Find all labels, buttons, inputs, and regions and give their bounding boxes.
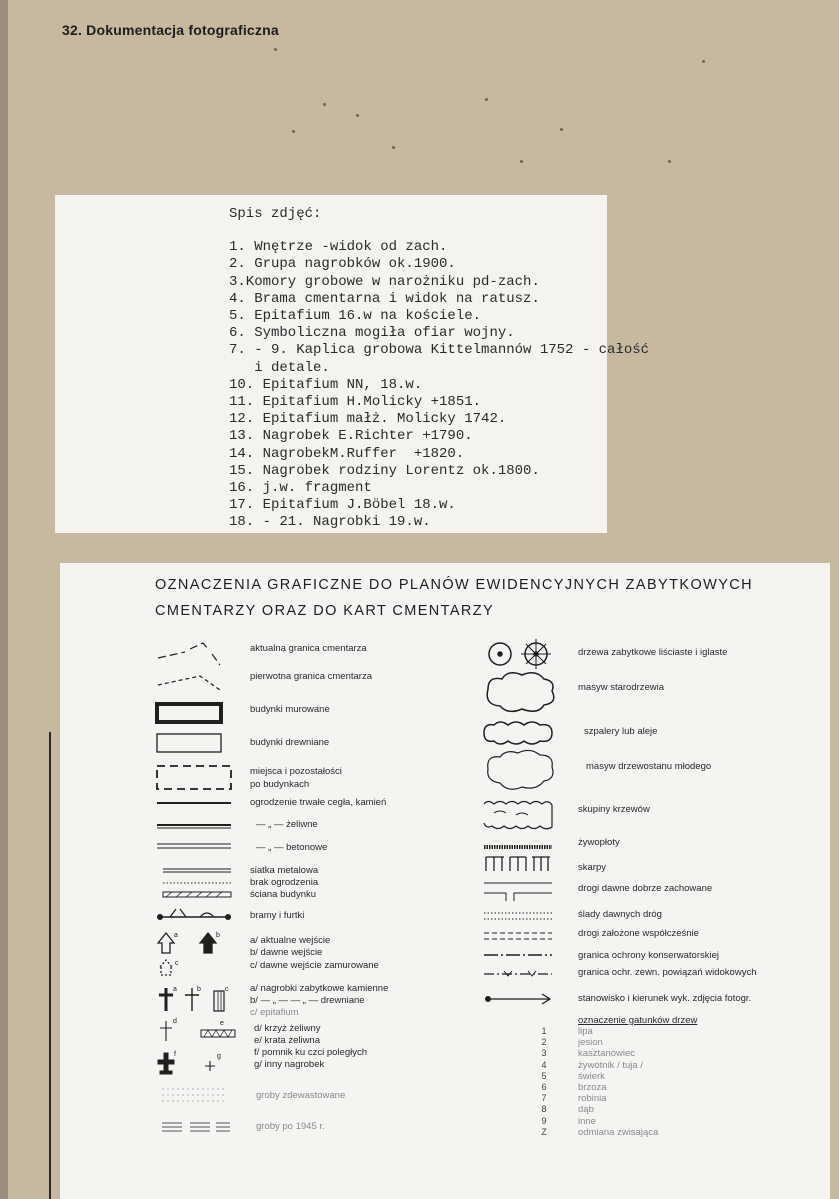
legend-title-line2: CMENTARZY ORAZ DO KART CMENTARZY <box>155 603 495 619</box>
species-number: 4 <box>541 1059 547 1070</box>
svg-text:c: c <box>225 986 229 993</box>
species-name: lipa <box>578 1026 593 1037</box>
label-drzewa: drzewa zabytkowe liściaste i iglaste <box>578 647 728 658</box>
label-wejscie-c: c/ dawne wejście zamurowane <box>250 960 379 971</box>
svg-text:a: a <box>174 932 178 939</box>
label-granica-ochrony: granica ochrony konserwatorskiej <box>578 950 719 961</box>
label-zywoploty: żywopłoty <box>578 837 620 848</box>
species-number: 5 <box>541 1070 547 1081</box>
species-number: 6 <box>541 1082 547 1092</box>
svg-text:b: b <box>197 986 201 993</box>
species-name: odmiana zwisająca <box>578 1126 659 1138</box>
label-miejsca-1: miejsca i pozostałości <box>250 766 342 777</box>
svg-text:c: c <box>175 960 179 967</box>
svg-text:e: e <box>220 1020 224 1027</box>
photo-list-title: Spis zdjęć: <box>229 206 322 222</box>
photo-list-item: 5. Epitafium 16.w na kościele. <box>229 308 482 325</box>
photo-list-item: 17. Epitafium J.Böbel 18.w. <box>229 497 456 514</box>
photo-list-item: 15. Nagrobek rodziny Lorentz ok.1800. <box>229 462 540 479</box>
label-nagrobki-e: e/ krata żeliwna <box>254 1035 321 1046</box>
label-sciana-budynku: ściana budynku <box>250 889 317 900</box>
label-masyw-starodrzewia: masyw starodrzewia <box>578 682 665 693</box>
label-groby-po-1945: groby po 1945 r. <box>256 1121 325 1132</box>
photo-list-item: 18. - 21. Nagrobki 19.w. <box>229 514 431 531</box>
svg-text:g: g <box>217 1053 221 1060</box>
photo-list-item: 2. Grupa nagrobków ok.1900. <box>229 256 456 273</box>
svg-text:d: d <box>173 1018 177 1025</box>
label-granica-powiazan: granica ochr. zewn. powiązań widokowych <box>578 967 757 978</box>
label-stanowisko: stanowisko i kierunek wyk. zdjęcia fotogr. <box>578 993 752 1004</box>
label-wejscie-a: a/ aktualne wejście <box>250 935 331 946</box>
label-gatunki-header: oznaczenie gatunków drzew <box>578 1015 698 1026</box>
species-name: żywotnik / tuja / <box>578 1059 643 1071</box>
photo-list-item: 16. j.w. fragment <box>229 480 372 497</box>
label-nagrobki-b: b/ — „ — — „ — drewniane <box>250 995 365 1006</box>
label-budynki-drewniane: budynki drewniane <box>250 737 330 748</box>
legend-card <box>60 563 830 1199</box>
label-aktualna-granica: aktualna granica cmentarza <box>250 643 367 654</box>
species-name: inne <box>578 1115 596 1127</box>
label-siatka: siatka metalowa <box>250 865 319 876</box>
label-nagrobki-c: c/ epitafium <box>250 1007 299 1018</box>
label-brak-ogrodzenia: brak ogrodzenia <box>250 877 319 888</box>
species-name: brzoza <box>578 1082 607 1093</box>
photo-list <box>229 206 649 532</box>
photo-list-item: 10. Epitafium NN, 18.w. <box>229 376 423 393</box>
photo-list-lines <box>229 239 649 531</box>
species-number: 9 <box>541 1115 547 1126</box>
margin-rule <box>49 732 51 1199</box>
photo-list-item: i detale. <box>229 359 330 376</box>
legend-title-line1: OZNACZENIA GRAFICZNE DO PLANÓW EWIDENCYJNYCH ZABYTKOWYCH <box>155 577 754 593</box>
photo-list-item: 13. Nagrobek E.Richter +1790. <box>229 428 473 445</box>
photo-list-item: 7. - 9. Kaplica grobowa Kittelmannów 1752 - całość <box>229 342 650 359</box>
label-bramy: bramy i furtki <box>250 910 305 921</box>
photo-list-item: 1. Wnętrze -widok od zach. <box>229 239 448 256</box>
species-name: kasztanowiec <box>578 1048 636 1060</box>
label-ogrodzenie-betonowe: — „ — betonowe <box>256 842 328 853</box>
svg-text:a: a <box>173 986 177 993</box>
label-miejsca-2: po budynkach <box>250 779 310 790</box>
label-groby-zdewastowane: groby zdewastowane <box>256 1090 346 1101</box>
species-number: 3 <box>541 1048 547 1059</box>
label-nagrobki-f: f/ pomnik ku czci poległych <box>254 1047 367 1058</box>
label-ogrodzenie-trwale: ogrodzenie trwałe cegła, kamień <box>250 797 387 808</box>
species-name: dąb <box>578 1104 594 1116</box>
label-pierwotna-granica: pierwotna granica cmentarza <box>250 671 372 682</box>
photo-list-item: 4. Brama cmentarna i widok na ratusz. <box>229 290 540 307</box>
label-skarpy: skarpy <box>578 862 606 873</box>
label-nagrobki-g: g/ inny nagrobek <box>254 1059 325 1070</box>
label-masyw-mlodego: masyw drzewostanu młodego <box>586 761 712 772</box>
species-name: robinia <box>578 1093 607 1105</box>
svg-text:b: b <box>216 932 220 939</box>
photo-list-item: 3.Komory grobowe w narożniku pd-zach. <box>229 273 540 290</box>
species-number: 2 <box>541 1037 547 1048</box>
species-number: Z <box>541 1126 547 1137</box>
label-skupiny: skupiny krzewów <box>578 804 650 815</box>
label-drogi-dawne: drogi dawne dobrze zachowane <box>578 883 713 894</box>
label-wejscie-b: b/ dawne wejście <box>250 947 323 958</box>
label-slady: ślady dawnych dróg <box>578 909 662 920</box>
label-budynki-murowane: budynki murowane <box>250 704 330 715</box>
label-nagrobki-a: a/ nagrobki zabytkowe kamienne <box>250 983 389 994</box>
photo-list-item: 11. Epitafium H.Molicky +1851. <box>229 394 482 411</box>
photo-list-item: 14. NagrobekM.Ruffer +1820. <box>229 445 465 462</box>
page-edge <box>0 0 8 1199</box>
page-header: 32. Dokumentacja fotograficzna <box>62 22 279 38</box>
photo-list-item: 12. Epitafium małż. Molicky 1742. <box>229 411 507 428</box>
photo-list-item: 6. Symboliczna mogiła ofiar wojny. <box>229 325 515 342</box>
label-ogrodzenie-zeliwne: — „ — żeliwne <box>256 819 318 830</box>
label-szpalery: szpalery lub aleje <box>584 726 658 737</box>
species-name: jesion <box>578 1037 603 1049</box>
species-number: 7 <box>541 1093 547 1104</box>
species-number: 8 <box>541 1104 547 1115</box>
species-name: świerk <box>578 1070 605 1082</box>
label-drogi-wspolczesnie: drogi założone współcześnie <box>578 928 699 939</box>
label-nagrobki-d: d/ krzyż żeliwny <box>254 1023 321 1034</box>
svg-text:f: f <box>174 1051 176 1058</box>
species-number: 1 <box>541 1026 547 1036</box>
